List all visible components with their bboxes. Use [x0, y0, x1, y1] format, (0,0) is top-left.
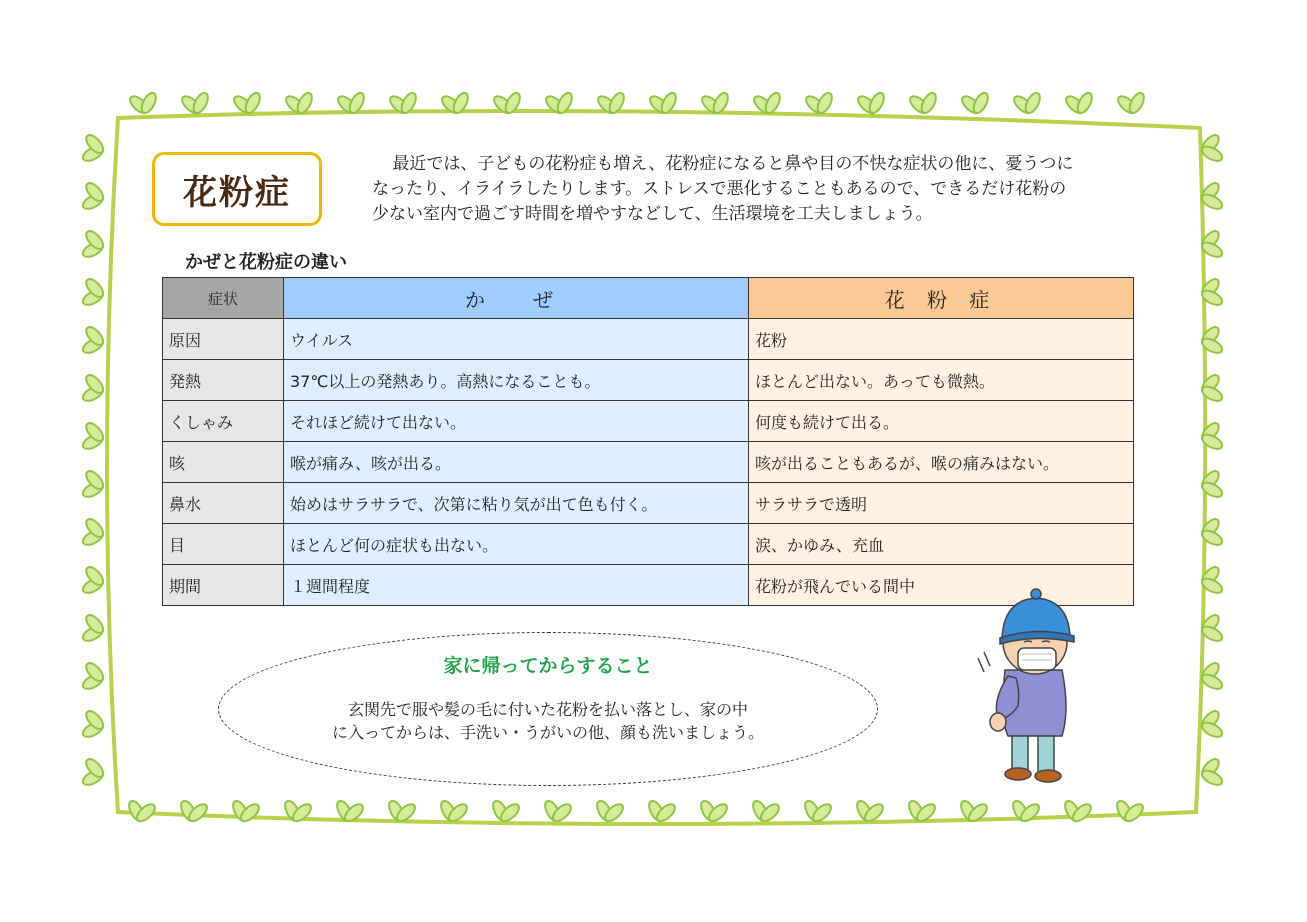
hay-fever-cell: 涙、かゆみ、充血: [749, 524, 1134, 565]
intro-line: 最近では、子どもの花粉症も増え、花粉症になると鼻や目の不快な症状の他に、憂うつに: [392, 154, 1074, 174]
table-row: [163, 524, 1134, 565]
cold-cell: ほとんど何の症状も出ない。: [284, 524, 749, 565]
note-title: 家に帰ってからすること: [443, 655, 653, 677]
note-line: 玄関先で服や髪の毛に付いた花粉を払い落とし、家の中: [347, 700, 748, 719]
table-row: [163, 401, 1134, 442]
header-hay-fever: 花 粉 症: [749, 278, 1134, 319]
note-body: [218, 698, 878, 744]
hay-fever-cell: 何度も続けて出る。: [749, 401, 1134, 442]
title-box: [152, 152, 322, 226]
section-heading: かぜと花粉症の違い: [185, 252, 347, 273]
row-label: 鼻水: [163, 483, 284, 524]
cold-cell: ウイルス: [284, 319, 749, 360]
table-row: [163, 319, 1134, 360]
hay-fever-cell: サラサラで透明: [749, 483, 1134, 524]
row-label: くしゃみ: [163, 401, 284, 442]
hay-fever-cell: 咳が出ることもあるが、喉の痛みはない。: [749, 442, 1134, 483]
intro-line: 少ない室内で過ごす時間を増やすなどして、生活環境を工夫しましょう。: [372, 204, 933, 224]
intro-paragraph: [372, 152, 1142, 227]
cold-cell: 37℃以上の発熱あり。高熱になることも。: [284, 360, 749, 401]
hay-fever-cell: 花粉が飛んでいる間中: [749, 565, 1134, 606]
cold-cell: １週間程度: [284, 565, 749, 606]
row-label: 咳: [163, 442, 284, 483]
row-label: 発熱: [163, 360, 284, 401]
child-with-mask-illustration: [970, 580, 1100, 790]
cold-cell: 始めはサラサラで、次第に粘り気が出て色も付く。: [284, 483, 749, 524]
hay-fever-cell: ほとんど出ない。あっても微熱。: [749, 360, 1134, 401]
note-line: に入ってからは、手洗い・うがいの他、顔も洗いましょう。: [331, 723, 764, 742]
page-title: 花粉症: [183, 172, 291, 213]
table-row: [163, 360, 1134, 401]
row-label: 期間: [163, 565, 284, 606]
table-row: [163, 483, 1134, 524]
row-label: 原因: [163, 319, 284, 360]
table-header-row: [163, 278, 1134, 319]
cold-cell: 喉が痛み、咳が出る。: [284, 442, 749, 483]
comparison-table: [162, 277, 1134, 606]
header-cold: か ぜ: [284, 278, 749, 319]
hay-fever-cell: 花粉: [749, 319, 1134, 360]
cold-cell: それほど続けて出ない。: [284, 401, 749, 442]
header-symptom: 症状: [163, 278, 284, 319]
table-row: [163, 442, 1134, 483]
row-label: 目: [163, 524, 284, 565]
intro-line: なったり、イライラしたりします。ストレスで悪化することもあるので、できるだけ花粉の: [372, 179, 1067, 199]
